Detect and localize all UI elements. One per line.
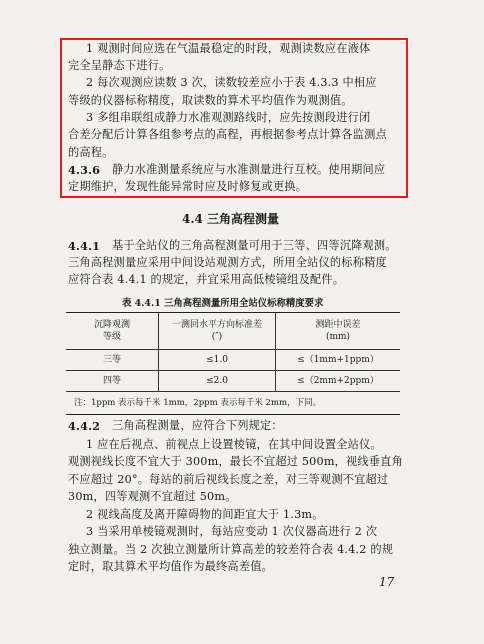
clause-442-cont: 观测视线长度不宜大于 300m，最长不宜超过 500m，视线垂直角 (68, 455, 403, 468)
table-cell: ≤（2mm+2ppm） (276, 371, 401, 392)
table-cell: 四等 (66, 371, 159, 392)
table-note-row (66, 392, 400, 415)
header-text: 一测回水平方向标准差 (171, 320, 262, 330)
table-header-cell (159, 313, 276, 350)
header-text: 测距中误差 (315, 320, 361, 330)
table-cell: ≤2.0 (159, 371, 276, 392)
clause-442-item: 3 当采用单棱镜观测时，每站应变动 1 次仪器高进行 2 次 (86, 525, 378, 538)
clause-441-cont: 三角高程测量应采用中间设站观测方式，所用全站仪的标称精度 (68, 256, 387, 269)
clause-number: 4.4.2 (68, 419, 101, 433)
clause-436-text: 静力水准测量系统应与水准测量进行互校。使用期间应 (112, 163, 386, 176)
table-header-row (66, 313, 400, 350)
header-text: (″) (211, 332, 223, 342)
table-row (66, 371, 400, 392)
clause-442-cont: 30m，四等观测不宜超过 50m。 (68, 490, 237, 503)
para-1-cont: 完全呈静态下进行。 (68, 59, 171, 72)
para-2-line: 2 每次观测应读数 3 次，读数较差应小于表 4.3.3 中相应 (86, 76, 377, 89)
para-1-line: 1 观测时间应选在气温最稳定的时段，观测读数应在液体 (86, 42, 371, 55)
clause-442-item: 2 视线高度及离开障碍物的间距宜大于 1.3m。 (86, 508, 324, 521)
para-3-line: 3 多组串联组成静力水准观测路线时，应先按测段进行闭 (86, 111, 371, 124)
table-header-cell (276, 313, 401, 350)
para-3-end: 的高程。 (68, 146, 114, 159)
table-row (66, 350, 400, 371)
table-caption: 表 4.4.1 三角高程测量所用全站仪标称精度要求 (122, 298, 324, 309)
section-title: 4.4 三角高程测量 (182, 212, 280, 226)
clause-number: 4.3.6 (68, 163, 101, 177)
clause-442-cont: 独立测量。当 2 次独立测量所计算高差的较差符合表 4.4.2 的规 (68, 543, 394, 556)
clause-442-item: 1 应在后视点、前视点上设置棱镜，在其中间设置全站仪。 (86, 438, 382, 451)
table-cell: ≤（1mm+1ppm） (276, 350, 401, 371)
clause-441-text: 基于全站仪的三角高程测量可用于三等、四等沉降观测。 (112, 239, 397, 252)
clause-442-cont: 定时，取其算术平均值作为最终高差值。 (68, 560, 273, 573)
table-note: 注：1ppm 表示每千米 1mm，2ppm 表示每千米 2mm，下同。 (66, 392, 400, 415)
clause-436-cont: 定期维护，发现性能异常时应及时修复或更换。 (68, 180, 308, 193)
header-text: 沉降观测 (93, 320, 130, 330)
header-text: 等级 (102, 332, 121, 342)
header-text: (mm) (325, 332, 351, 342)
table-cell: 三等 (66, 350, 159, 371)
clause-number: 4.4.1 (68, 239, 101, 253)
clause-442-cont: 不应超过 20°。每站的前后视线长度之差，对三等观测不宜超过 (68, 473, 389, 486)
clause-442-text: 三角高程测量，应符合下列规定： (112, 419, 283, 432)
page-number: 17 (379, 575, 395, 589)
clause-441-end: 应符合表 4.4.1 的规定，并宜采用高低棱镜组及配件。 (68, 273, 345, 286)
precision-table (66, 312, 400, 415)
para-3-cont: 合差分配后计算各组参考点的高程，再根据参考点计算各监测点 (68, 128, 387, 141)
para-2-cont: 等级的仪器标称精度，取读数的算术平均值作为观测值。 (68, 94, 353, 107)
table-header-cell (66, 313, 159, 350)
table-cell: ≤1.0 (159, 350, 276, 371)
